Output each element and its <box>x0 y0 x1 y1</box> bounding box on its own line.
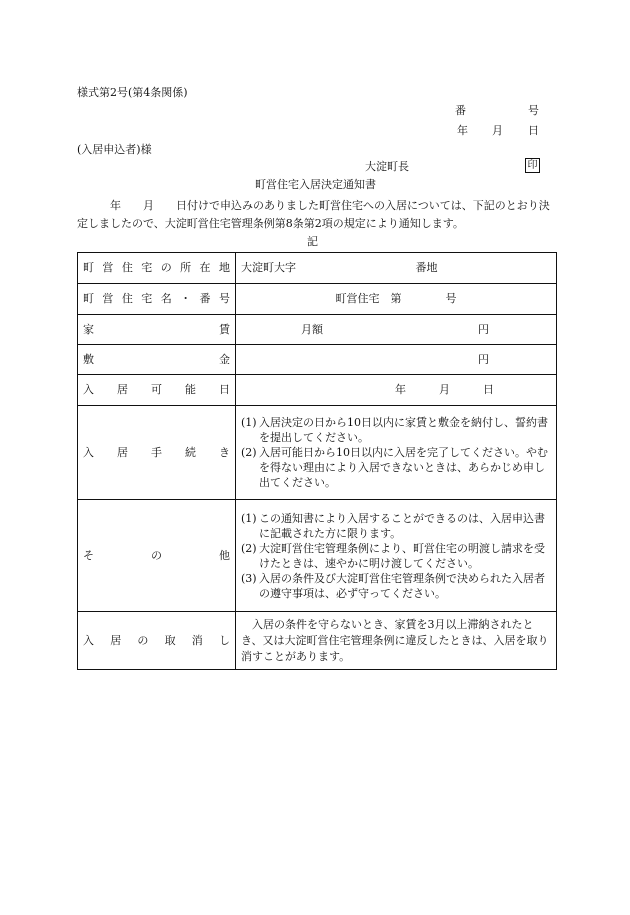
table-row-name <box>78 284 557 315</box>
list-item <box>241 541 551 571</box>
value-cell <box>236 375 557 406</box>
list-text: 大淀町営住宅管理条例により、町営住宅の明渡し請求を受けたときは、速やかに明け渡してください。 <box>259 541 545 570</box>
rent-monthly: 月額 <box>301 322 323 336</box>
table-row-other <box>78 500 557 612</box>
location-town: 大淀町大字 <box>241 261 296 275</box>
value-cell <box>236 345 557 375</box>
ref-go: 号 <box>528 104 539 117</box>
list-text: 入居決定の日から10日以内に家賃と敷金を納付し、誓約書を提出してください。 <box>259 416 548 444</box>
value-cell <box>236 315 557 345</box>
seal-stamp: 印 <box>525 158 540 173</box>
label-name: 町 営 住 宅 名 ・ 番 号 <box>83 292 230 306</box>
list-number: (2) <box>241 541 257 555</box>
list-item <box>241 571 551 601</box>
document-title: 町営住宅入居決定通知書 <box>255 178 376 191</box>
value-cell <box>236 500 557 612</box>
list-text: 入居可能日から10日以内に入居を完了してください。やむを得ない理由により入居できないときは、あらかじめ申し出てください。 <box>259 446 548 489</box>
notice-table <box>77 252 557 670</box>
label-cell <box>78 253 236 284</box>
list-item <box>241 511 551 541</box>
body-paragraph: 年 月 日付けで申込みのありました町営住宅への入居については、下記のとおり決定しましたので、大淀町営住宅管理条例第8条第2項の規定により通知します。 <box>77 199 550 230</box>
addressee: (入居申込者)様 <box>77 143 152 156</box>
ref-ban: 番 <box>455 104 466 117</box>
list-item <box>241 415 551 445</box>
value-cell <box>236 612 557 670</box>
value-cell <box>236 253 557 284</box>
label-cell <box>78 612 236 670</box>
table-row-procedure <box>78 406 557 500</box>
list-text: この通知書により入居することができるのは、入居申込書に記載された方に限ります。 <box>259 511 545 540</box>
list-number: (1) <box>241 511 257 525</box>
ki-marker: 記 <box>307 235 318 248</box>
label-deposit: 敷 金 <box>83 352 230 366</box>
location-banchi: 番地 <box>415 261 438 275</box>
ref-year: 年 <box>457 124 468 137</box>
value-cell <box>236 406 557 500</box>
table-row-rent <box>78 315 557 345</box>
deposit-yen: 円 <box>478 352 489 366</box>
cancel-text: 入居の条件を守らないとき、家賃を3月以上滞納されたとき、又は大淀町営住宅管理条例に違反したときは、入居を取り消すことがあります。 <box>241 617 549 663</box>
label-date: 入 居 可 能 日 <box>83 383 230 397</box>
form-number: 様式第2号(第4条関係) <box>77 86 188 99</box>
label-cell <box>78 500 236 612</box>
label-procedure: 入 居 手 続 き <box>83 445 230 459</box>
label-cell <box>78 284 236 315</box>
list-number: (3) <box>241 571 257 585</box>
label-cell <box>78 315 236 345</box>
label-cell <box>78 406 236 500</box>
table-row-deposit <box>78 345 557 375</box>
table-row-location <box>78 253 557 284</box>
value-cell <box>236 284 557 315</box>
ref-day: 日 <box>528 124 539 137</box>
label-rent: 家 賃 <box>83 322 230 336</box>
label-cell <box>78 345 236 375</box>
list-number: (1) <box>241 416 257 429</box>
label-location: 町 営 住 宅 の 所 在 地 <box>83 261 230 275</box>
list-item <box>241 445 551 490</box>
label-cell <box>78 375 236 406</box>
date-value: 年 月 日 <box>395 383 494 397</box>
table-row-date <box>78 375 557 406</box>
ref-month: 月 <box>492 124 503 137</box>
label-other: そ の 他 <box>83 548 230 562</box>
rent-yen: 円 <box>478 322 489 336</box>
issuer: 大淀町長 <box>365 160 409 173</box>
label-cancel: 入 居 の 取 消 し <box>83 633 230 647</box>
list-text: 入居の条件及び大淀町営住宅管理条例で決められた入居者の遵守事項は、必ず守ってください。 <box>259 571 545 600</box>
name-value: 町営住宅 第 号 <box>335 292 457 306</box>
table-row-cancel <box>78 612 557 670</box>
list-number: (2) <box>241 446 257 459</box>
